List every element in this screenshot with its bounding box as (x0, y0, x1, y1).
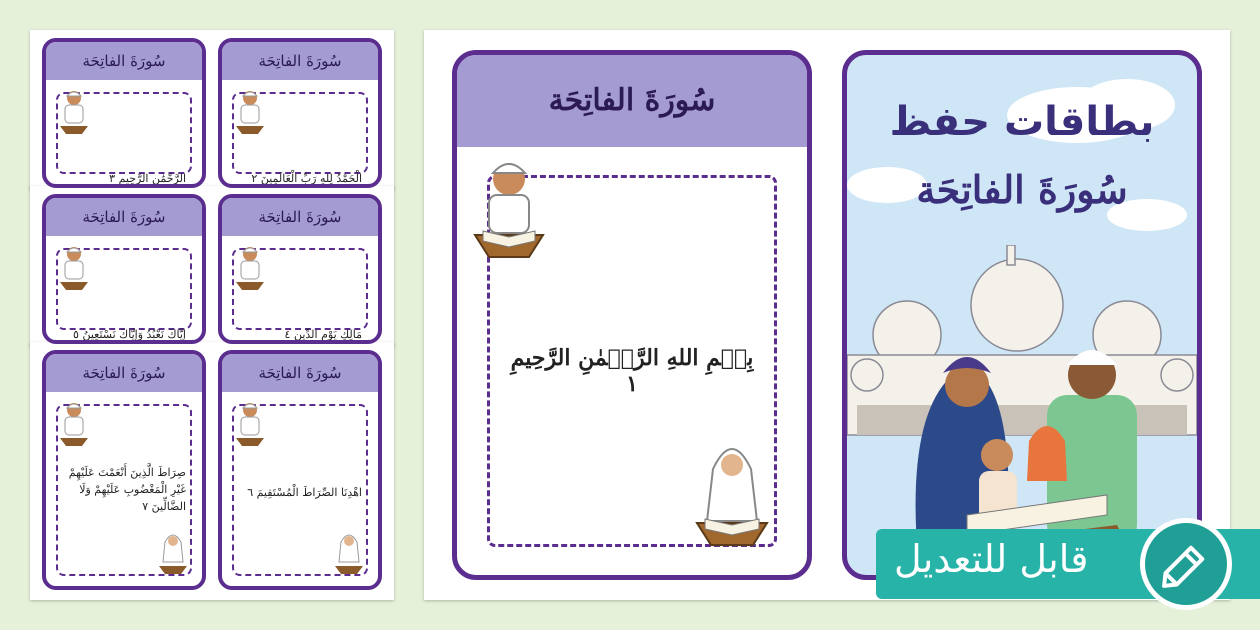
small-card-title: سُورَةَ الفاتِحَة (46, 198, 202, 236)
boy-reading-icon (232, 400, 268, 450)
small-card-5 (42, 194, 206, 344)
small-card-title: سُورَةَ الفاتِحَة (222, 42, 378, 80)
boy-reading-icon (469, 153, 549, 263)
verse-text: بِسۡمِ اللهِ الرَّحۡمٰنِ الرَّحِيمِ ١ (510, 345, 754, 397)
small-card-2 (218, 38, 382, 188)
boy-reading-icon (232, 88, 268, 138)
small-card-title: سُورَةَ الفاتِحَة (222, 354, 378, 392)
verse-text: مَالِكِ يَوْمِ الدِّينِ ٤ (284, 328, 362, 341)
large-card-title: سُورَةَ الفاتِحَة (457, 55, 807, 147)
small-card-7 (42, 350, 206, 590)
cover-card (842, 50, 1202, 580)
small-card-4 (218, 194, 382, 344)
boy-reading-icon (56, 244, 92, 294)
pencil-icon (1145, 523, 1227, 605)
verse-text: صِرَاطَ الَّذِينَ أَنْعَمْتَ عَلَيْهِمْ غَيْرِ الْمَغْضُوبِ عَلَيْهِمْ وَلَا الضَّالِّينَ ٧ (68, 466, 186, 513)
small-card-3 (42, 38, 206, 188)
large-verse-card (452, 50, 812, 580)
pencil-edit-icon[interactable] (1140, 518, 1232, 610)
small-card-title: سُورَةَ الفاتِحَة (222, 198, 378, 236)
cover-title-line2: سُورَةَ الفاتِحَة (916, 167, 1128, 212)
small-card-title: سُورَةَ الفاتِحَة (46, 354, 202, 392)
girl-reading-icon (156, 528, 190, 576)
girl-reading-icon (687, 429, 777, 549)
verse-text: اهْدِنَا الصِّرَاطَ الْمُسْتَقِيمَ ٦ (247, 486, 362, 499)
editable-badge-label: قابل للتعديل (894, 537, 1089, 581)
cover-title-line1: بطاقات حفظ (889, 99, 1155, 145)
verse-text: الرَّحْمَٰنِ الرَّحِيمِ ٣ (109, 172, 186, 185)
boy-reading-icon (232, 244, 268, 294)
small-card-6 (218, 350, 382, 590)
clouds-illustration (847, 55, 1197, 275)
girl-reading-icon (332, 528, 366, 576)
boy-reading-icon (56, 88, 92, 138)
boy-reading-icon (56, 400, 92, 450)
verse-text: إِيَّاكَ نَعْبُدُ وَإِيَّاكَ نَسْتَعِينُ ٥ (73, 328, 186, 341)
small-card-title: سُورَةَ الفاتِحَة (46, 42, 202, 80)
verse-text: الْحَمْدُ لِلهِ رَبِّ الْعَالَمِينَ ٢ (251, 172, 362, 185)
